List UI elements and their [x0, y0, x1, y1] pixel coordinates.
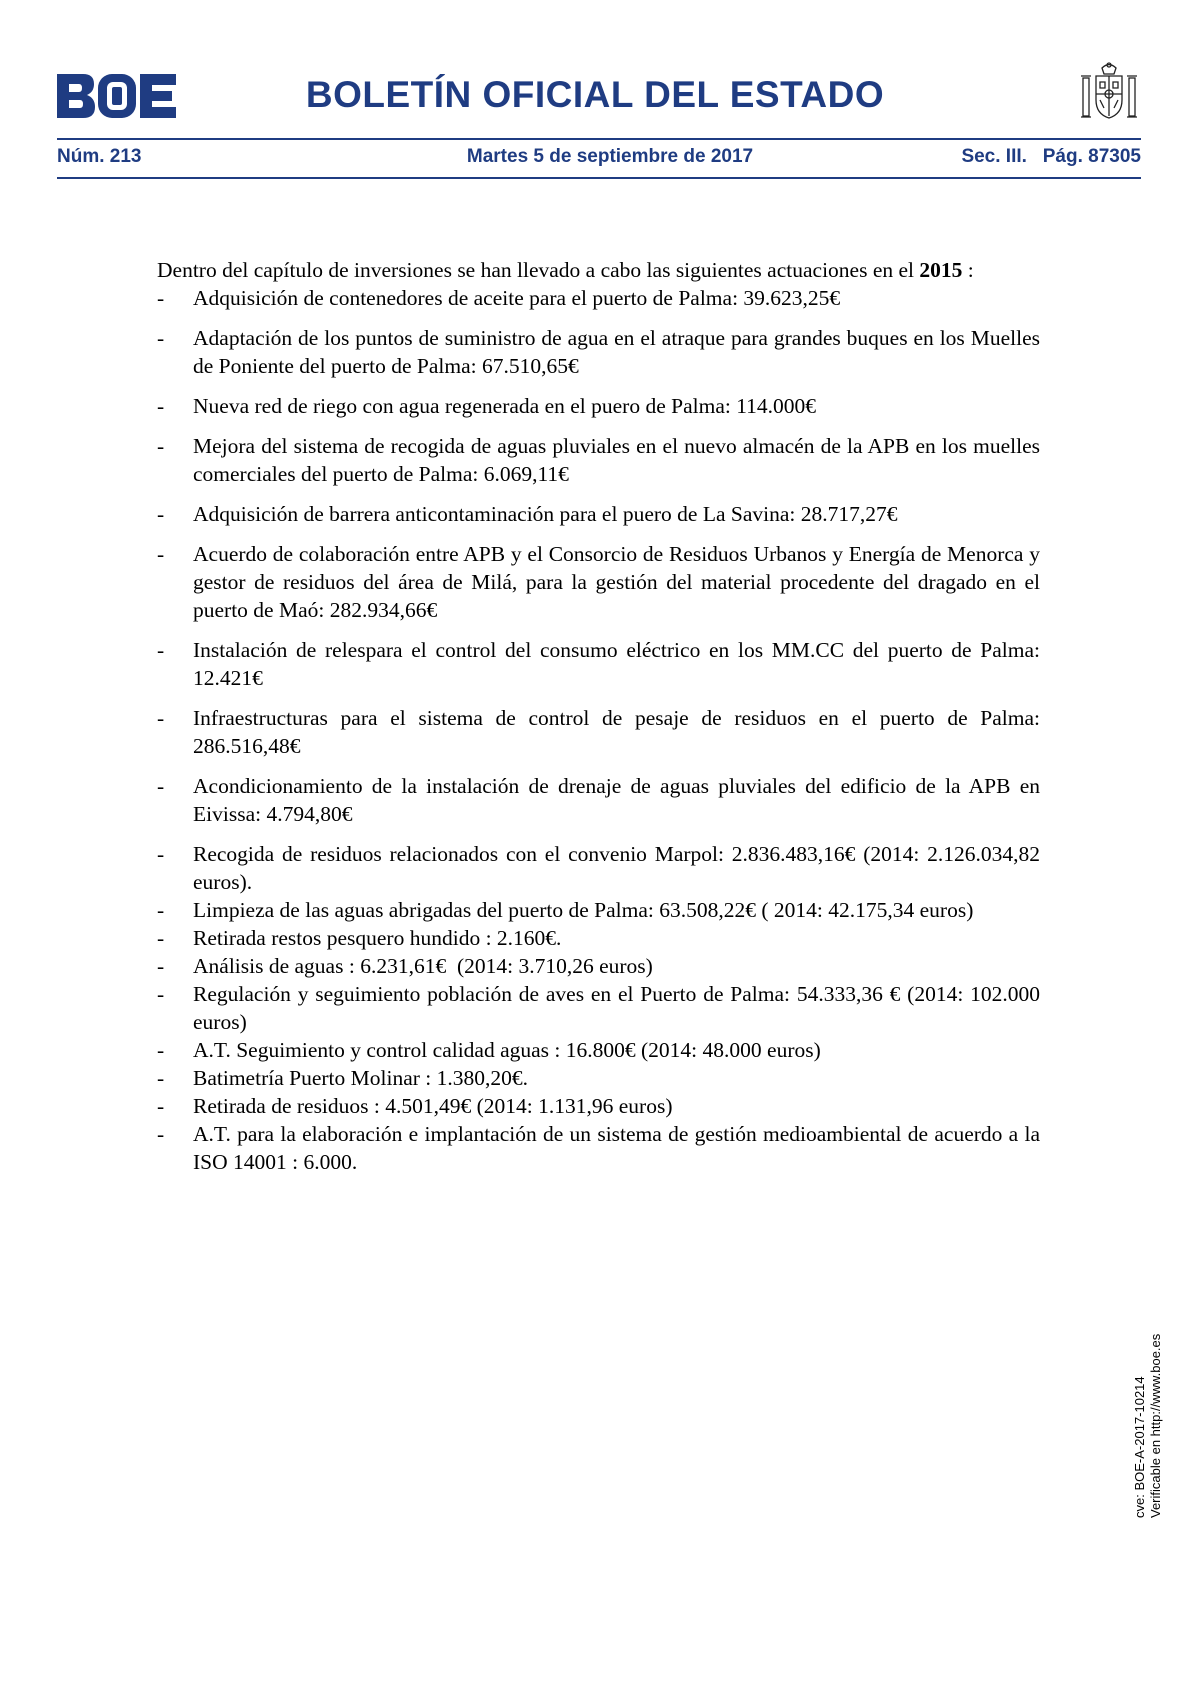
dash: - — [157, 394, 165, 418]
dash: - — [157, 1094, 165, 1118]
list-item — [157, 1064, 1040, 1092]
list-item — [157, 540, 1040, 624]
boe-logo — [57, 72, 177, 120]
dash: - — [157, 954, 165, 978]
header-rule-bottom — [57, 177, 1141, 179]
dash: - — [157, 542, 165, 566]
list-item-text: Adaptación de los puntos de suministro de agua en el atraque para grandes buques en los Muelles de Poniente del puerto de Palma: 67.510,65€ — [193, 326, 1040, 378]
dash: - — [157, 502, 165, 526]
header-rule-top — [57, 138, 1141, 140]
list-item — [157, 284, 1040, 312]
dash: - — [157, 898, 165, 922]
dash: - — [157, 842, 165, 866]
dash: - — [157, 434, 165, 458]
list-item — [157, 432, 1040, 488]
verification-note — [1132, 1334, 1164, 1518]
list-item-text: Nueva red de riego con agua regenerada en el puero de Palma: 114.000€ — [193, 394, 817, 418]
list-item — [157, 704, 1040, 760]
list-item-text: Mejora del sistema de recogida de aguas pluviales en el nuevo almacén de la APB en los muelles comerciales del puerto de Palma: 6.069,11€ — [193, 434, 1040, 486]
dash: - — [157, 1122, 165, 1146]
section-page: Sec. III. Pág. 87305 — [961, 146, 1141, 167]
dash: - — [157, 774, 165, 798]
dash: - — [157, 638, 165, 662]
intro-paragraph — [157, 256, 1040, 284]
list-item — [157, 500, 1040, 528]
coat-of-arms-icon — [1076, 60, 1142, 126]
dash: - — [157, 326, 165, 350]
list-item — [157, 1120, 1040, 1176]
list-item-text: Retirada de residuos : 4.501,49€ (2014: 1.131,96 euros) — [193, 1094, 673, 1118]
list-item-text: Recogida de residuos relacionados con el convenio Marpol: 2.836.483,16€ (2014: 2.126.034,82 euros). — [193, 842, 1040, 894]
publication-title: BOLETÍN OFICIAL DEL ESTADO — [305, 74, 885, 115]
list-item — [157, 840, 1040, 896]
list-item-text: Adquisición de contenedores de aceite para el puerto de Palma: 39.623,25€ — [193, 286, 841, 310]
intro-text: Dentro del capítulo de inversiones se han llevado a cabo las siguientes actuaciones en el — [157, 258, 920, 282]
list-item — [157, 896, 1040, 924]
dash: - — [157, 706, 165, 730]
dash: - — [157, 1038, 165, 1062]
cve-code: cve: BOE-A-2017-10214 — [1132, 1376, 1147, 1518]
dash: - — [157, 286, 165, 310]
intro-year: 2015 — [919, 258, 963, 282]
list-item — [157, 392, 1040, 420]
verification-link[interactable]: Verificable en http://www.boe.es — [1148, 1333, 1163, 1518]
list-item-text: A.T. Seguimiento y control calidad aguas : 16.800€ (2014: 48.000 euros) — [193, 1038, 821, 1062]
list-item — [157, 924, 1040, 952]
list-item — [157, 1092, 1040, 1120]
list-item-text: Batimetría Puerto Molinar : 1.380,20€. — [193, 1066, 528, 1090]
expenses-list — [157, 840, 1040, 1176]
list-item-text: Retirada restos pesquero hundido : 2.160€. — [193, 926, 562, 950]
list-item-text: Acuerdo de colaboración entre APB y el Consorcio de Residuos Urbanos y Energía de Menorca y gestor de residuos del área de Milá, para la gestión del material procedente del dragado en el puerto de Maó: 282.934,66€ — [193, 542, 1040, 622]
list-item — [157, 980, 1040, 1036]
issue-number: Núm. 213 — [57, 146, 142, 167]
list-item — [157, 952, 1040, 980]
list-item-text: Infraestructuras para el sistema de control de pesaje de residuos en el puerto de Palma: 286.516,48€ — [193, 706, 1040, 758]
list-item-text: Acondicionamiento de la instalación de drenaje de aguas pluviales del edificio de la APB en Eivissa: 4.794,80€ — [193, 774, 1040, 826]
list-item — [157, 636, 1040, 692]
list-item-text: Instalación de relespara el control del consumo eléctrico en los MM.CC del puerto de Palma: 12.421€ — [193, 638, 1040, 690]
list-item-text: A.T. para la elaboración e implantación de un sistema de gestión medioambiental de acuerdo a la ISO 14001 : 6.000. — [193, 1122, 1040, 1174]
dash: - — [157, 926, 165, 950]
document-body — [157, 256, 1040, 1176]
issue-date: Martes 5 de septiembre de 2017 — [466, 146, 754, 167]
list-item-text: Regulación y seguimiento población de aves en el Puerto de Palma: 54.333,36 € (2014: 102.000 euros) — [193, 982, 1040, 1034]
list-item — [157, 1036, 1040, 1064]
list-item-text: Adquisición de barrera anticontaminación para el puero de La Savina: 28.717,27€ — [193, 502, 898, 526]
list-item — [157, 772, 1040, 828]
list-item-text: Limpieza de las aguas abrigadas del puerto de Palma: 63.508,22€ ( 2014: 42.175,34 euros) — [193, 898, 974, 922]
list-item-text: Análisis de aguas : 6.231,61€ (2014: 3.710,26 euros) — [193, 954, 653, 978]
dash: - — [157, 1066, 165, 1090]
dash: - — [157, 982, 165, 1006]
list-item — [157, 324, 1040, 380]
investments-list — [157, 284, 1040, 828]
boe-logo-icon — [57, 72, 177, 120]
intro-suffix: : — [962, 258, 974, 282]
